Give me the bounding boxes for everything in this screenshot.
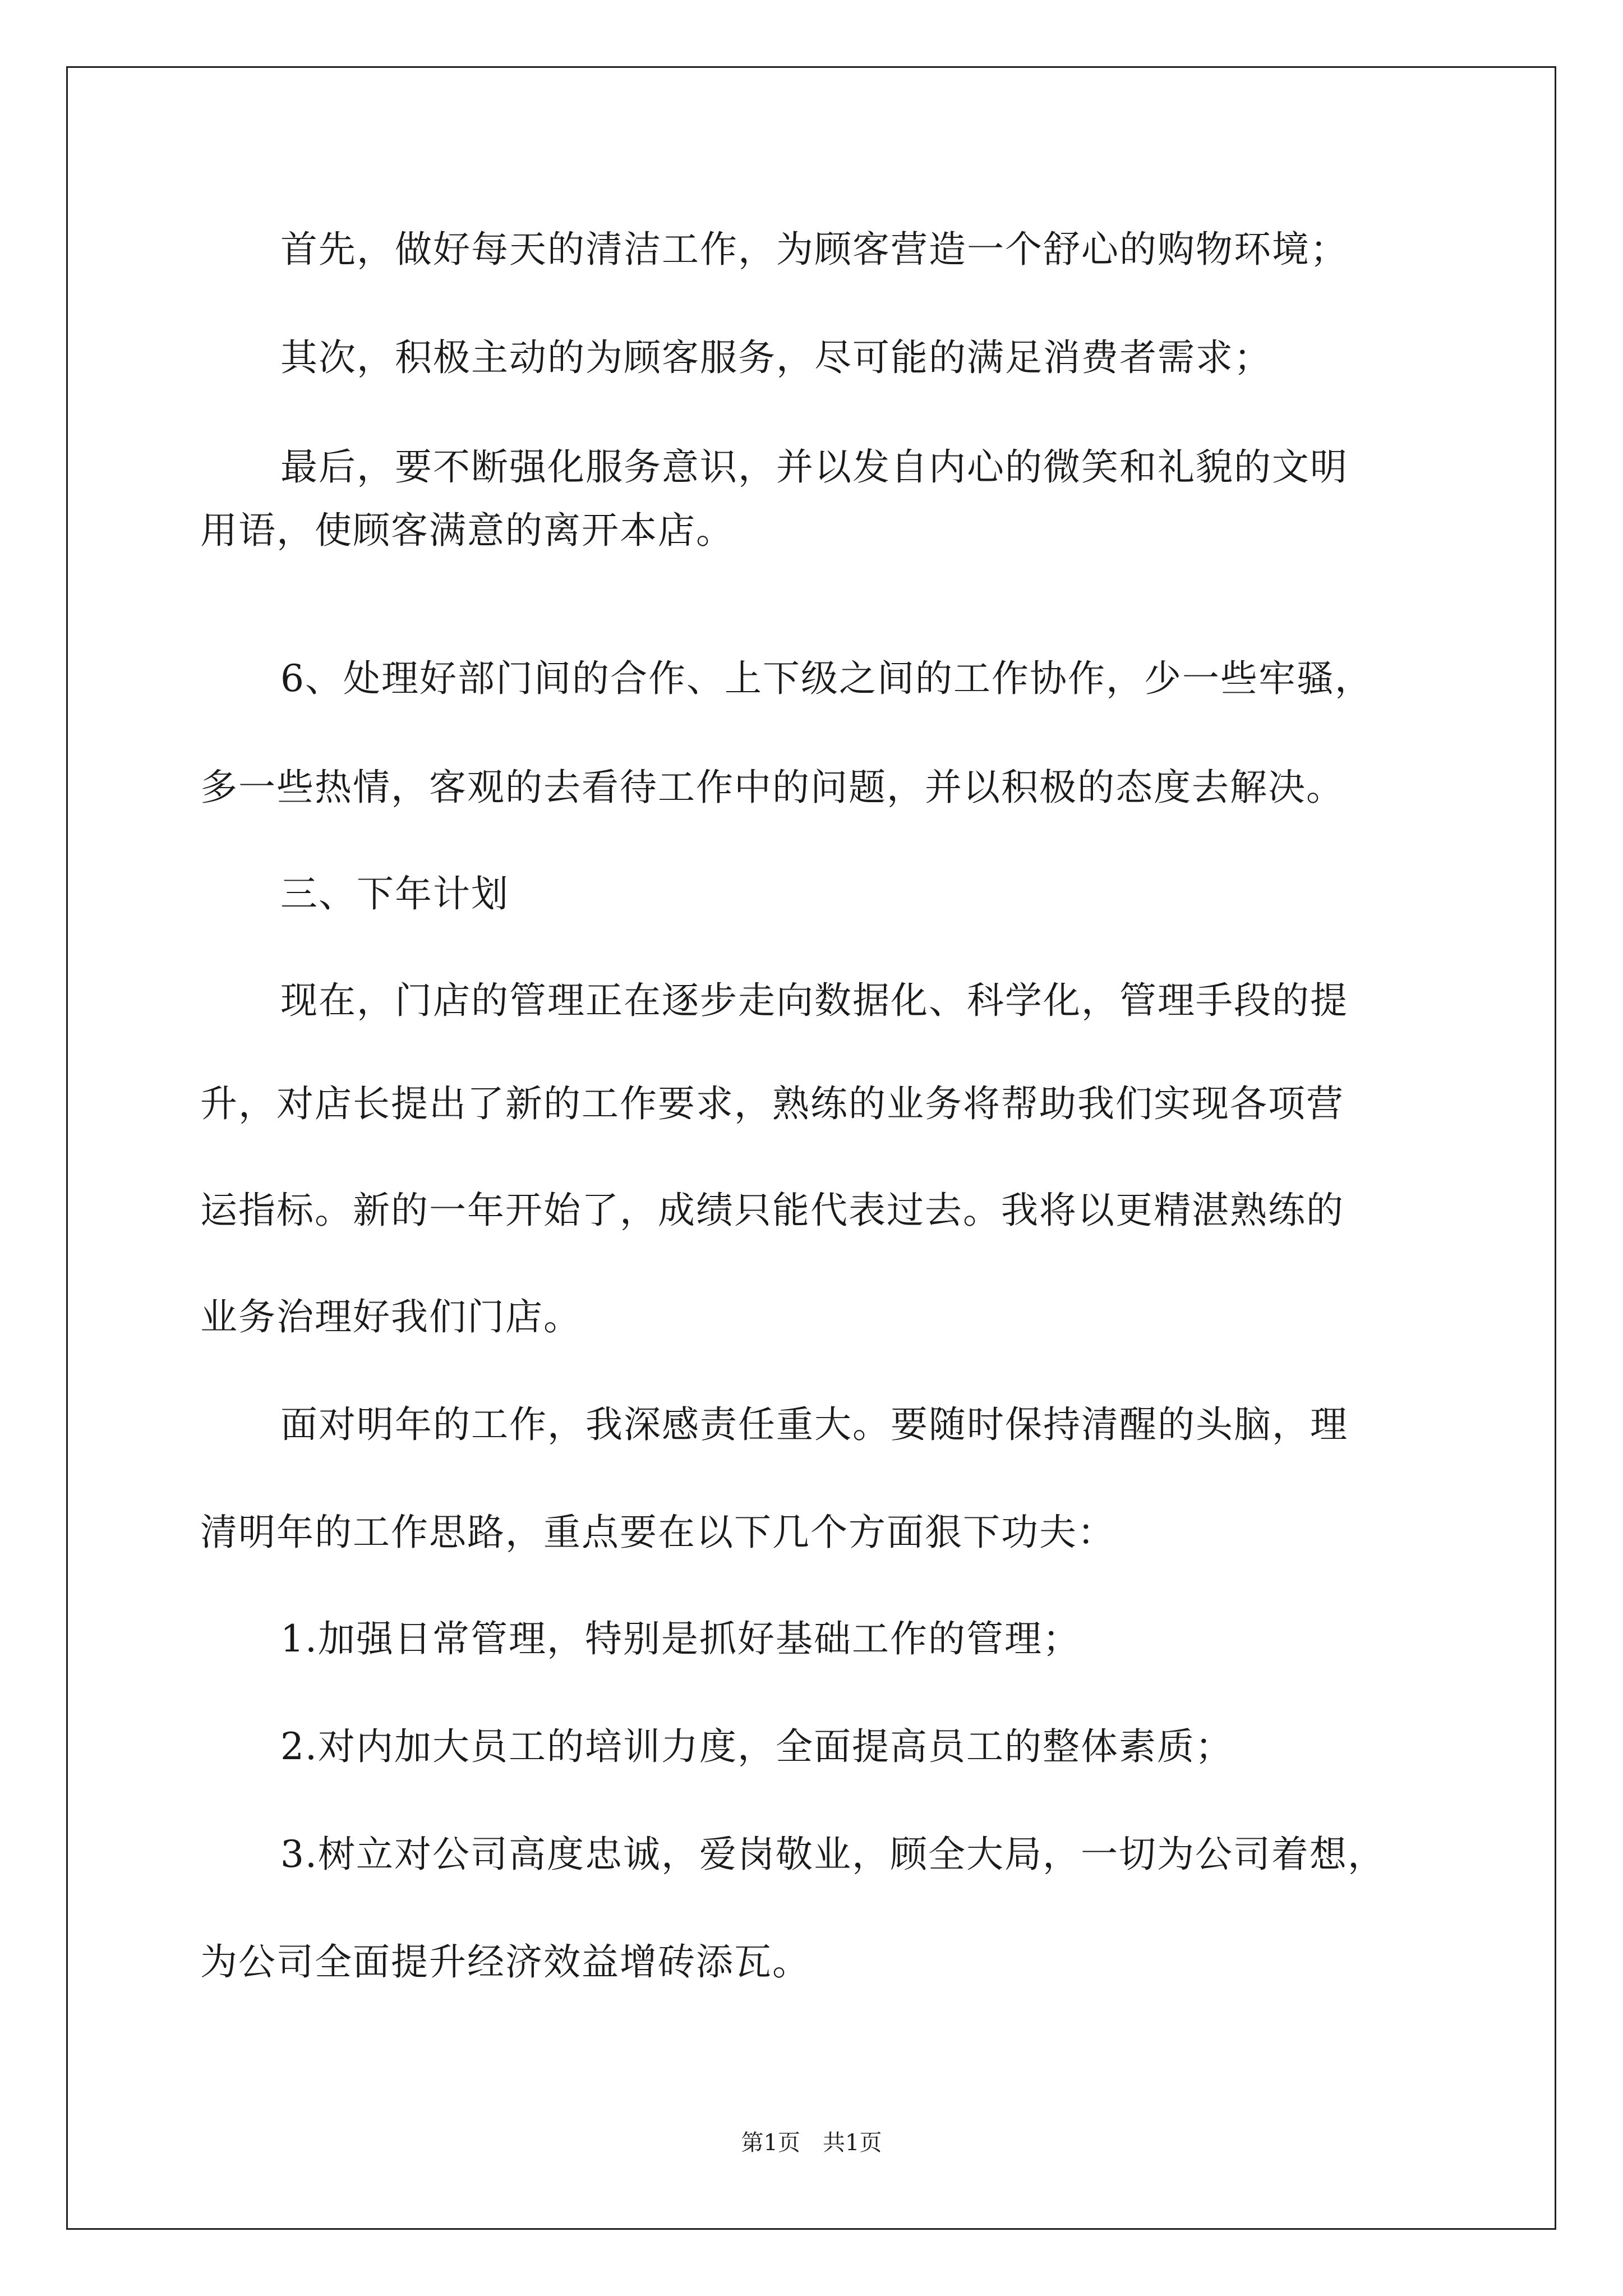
paragraph-line: 清明年的工作思路，重点要在以下几个方面狠下功夫： [200,1511,1115,1554]
paragraph-line: 业务治理好我们门店。 [200,1295,582,1338]
paragraph-line: 其次，积极主动的为顾客服务，尽可能的满足消费者需求； [280,336,1272,379]
paragraph-line: 现在，门店的管理正在逐步走向数据化、科学化，管理手段的提 [280,979,1348,1022]
paragraph-line: 用语，使顾客满意的离开本店。 [200,509,734,552]
paragraph-line: 多一些热情，客观的去看待工作中的问题，并以积极的态度去解决。 [200,766,1344,809]
paragraph-line: 升，对店长提出了新的工作要求，熟练的业务将帮助我们实现各项营 [200,1082,1344,1125]
page-border [66,66,1556,2230]
page-number-footer: 第1页 共1页 [741,2130,882,2156]
list-item: 3.树立对公司高度忠诚，爱岗敬业，顾全大局，一切为公司着想， [280,1833,1386,1876]
paragraph-line: 面对明年的工作，我深感责任重大。要随时保持清醒的头脑，理 [280,1403,1348,1446]
paragraph-line: 6、处理好部门间的合作、上下级之间的工作协作，少一些牢骚， [280,657,1373,700]
list-item: 2.对内加大员工的培训力度，全面提高员工的整体素质； [280,1725,1233,1768]
paragraph-line: 首先，做好每天的清洁工作，为顾客营造一个舒心的购物环境； [280,228,1348,271]
paragraph-line: 为公司全面提升经济效益增砖添瓦。 [200,1940,810,1984]
paragraph-line: 最后，要不断强化服务意识，并以发自内心的微笑和礼貌的文明 [280,445,1348,489]
list-item: 1.加强日常管理，特别是抓好基础工作的管理； [280,1617,1081,1660]
paragraph-line: 运指标。新的一年开始了，成绩只能代表过去。我将以更精湛熟练的 [200,1189,1344,1232]
section-heading: 三、下年计划 [280,872,509,915]
